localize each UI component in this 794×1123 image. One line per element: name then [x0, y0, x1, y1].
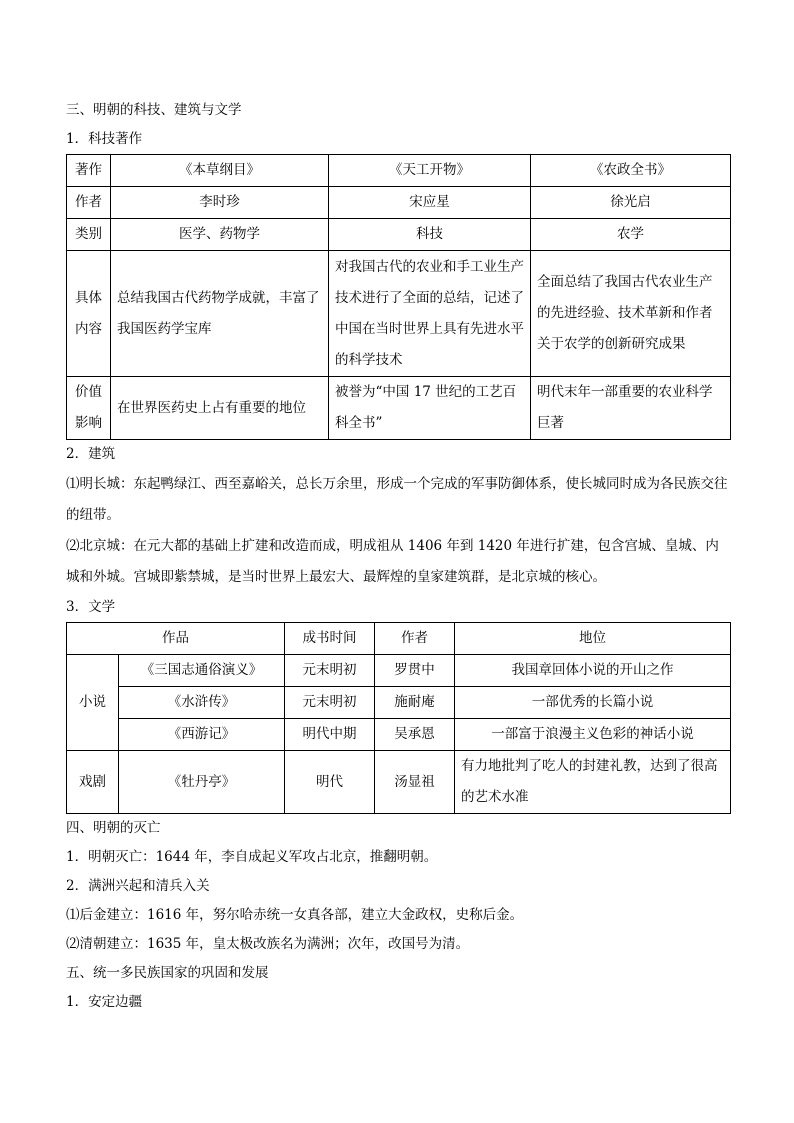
literature-table [66, 622, 731, 814]
genre-drama: 戏剧 [67, 751, 119, 814]
table-row [67, 251, 731, 377]
book-category: 农学 [531, 219, 731, 251]
work-time: 元末明初 [285, 687, 375, 719]
table-row [67, 155, 731, 187]
table-header-row [67, 623, 731, 655]
book-category: 医学、药物学 [111, 219, 329, 251]
work-status: 我国章回体小说的开山之作 [455, 655, 731, 687]
tech-works-subheading: 1．科技著作 [66, 131, 143, 147]
table-row [67, 719, 731, 751]
section3-heading: 三、明朝的科技、建筑与文学 [66, 102, 242, 118]
work-author: 汤显祖 [375, 751, 455, 814]
book-author: 宋应星 [329, 187, 531, 219]
work-author: 吴承恩 [375, 719, 455, 751]
later-jin-item: ⑴后金建立：1616 年，努尔哈赤统一女真各部，建立大金政权，史称后金。 [66, 907, 524, 923]
book-content: 对我国古代的农业和手工业生产技术进行了全面的总结，记述了中国在当时世界上具有先进水平的科学技术 [329, 251, 531, 377]
work-time: 明代 [285, 751, 375, 814]
qing-founding-item: ⑵清朝建立：1635 年，皇太极改族名为满洲；次年，改国号为清。 [66, 936, 470, 952]
table-row [67, 655, 731, 687]
row-label: 著作 [67, 155, 111, 187]
work-author: 罗贯中 [375, 655, 455, 687]
manchu-rise-item: 2．满洲兴起和清兵入关 [66, 878, 210, 894]
document-page [66, 96, 730, 1017]
row-label: 价值影响 [67, 377, 111, 440]
header-work: 作品 [67, 623, 285, 655]
book-title: 《本草纲目》 [111, 155, 329, 187]
work-status: 一部优秀的长篇小说 [455, 687, 731, 719]
row-label: 类别 [67, 219, 111, 251]
work-author: 施耐庵 [375, 687, 455, 719]
great-wall-paragraph: ⑴明长城：东起鸭绿江、西至嘉峪关，总长万余里，形成一个完成的军事防御体系，使长城同时成为各民族交往的纽带。 [66, 476, 728, 523]
table-row [67, 751, 731, 814]
work-status: 有力地批判了吃人的封建礼教，达到了很高的艺术水准 [455, 751, 731, 814]
work-title: 《西游记》 [119, 719, 285, 751]
section5-heading: 五、统一多民族国家的巩固和发展 [66, 965, 269, 981]
work-time: 明代中期 [285, 719, 375, 751]
header-status: 地位 [455, 623, 731, 655]
header-time: 成书时间 [285, 623, 375, 655]
work-title: 《水浒传》 [119, 687, 285, 719]
work-title: 《三国志通俗演义》 [119, 655, 285, 687]
book-category: 科技 [329, 219, 531, 251]
table-row [67, 377, 731, 440]
book-impact: 明代末年一部重要的农业科学巨著 [531, 377, 731, 440]
table-row [67, 687, 731, 719]
beijing-city-paragraph: ⑵北京城：在元大都的基础上扩建和改造而成，明成祖从 1406 年到 1420 年进行扩建，包含宫城、皇城、内城和外城。宫城即紫禁城，是当时世界上最宏大、最辉煌的皇家建筑群，是北京城的核心。 [66, 538, 719, 585]
architecture-subheading: 2．建筑 [66, 446, 116, 462]
book-content: 全面总结了我国古代农业生产的先进经验、技术革新和作者关于农学的创新研究成果 [531, 251, 731, 377]
work-status: 一部富于浪漫主义色彩的神话小说 [455, 719, 731, 751]
book-impact: 在世界医药史上占有重要的地位 [111, 377, 329, 440]
frontier-item: 1．安定边疆 [66, 994, 143, 1010]
ming-fall-item: 1．明朝灭亡：1644 年，李自成起义军攻占北京，推翻明朝。 [66, 849, 438, 865]
header-author: 作者 [375, 623, 455, 655]
literature-subheading: 3．文学 [66, 599, 116, 615]
book-content: 总结我国古代药物学成就，丰富了我国医药学宝库 [111, 251, 329, 377]
row-label: 作者 [67, 187, 111, 219]
work-title: 《牡丹亭》 [119, 751, 285, 814]
book-author: 李时珍 [111, 187, 329, 219]
work-time: 元末明初 [285, 655, 375, 687]
book-author: 徐光启 [531, 187, 731, 219]
genre-novel: 小说 [67, 655, 119, 751]
row-label: 具体内容 [67, 251, 111, 377]
section4-heading: 四、明朝的灭亡 [66, 820, 161, 836]
book-impact: 被誉为“中国 17 世纪的工艺百科全书” [329, 377, 531, 440]
table-row [67, 219, 731, 251]
book-title: 《天工开物》 [329, 155, 531, 187]
tech-works-table [66, 154, 731, 440]
table-row [67, 187, 731, 219]
book-title: 《农政全书》 [531, 155, 731, 187]
